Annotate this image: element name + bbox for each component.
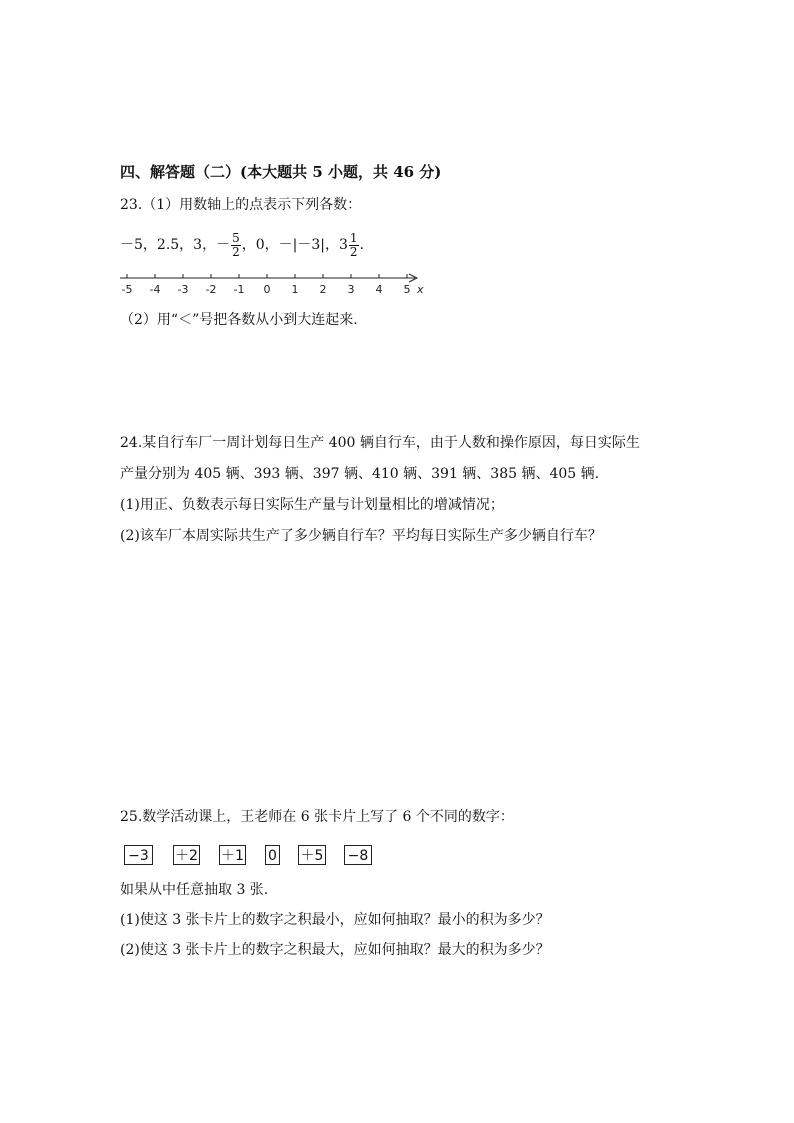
- q25-sub2: (2)使这 3 张卡片上的数字之积最大，应如何抽取？最大的积为多少？: [120, 942, 550, 958]
- q25-stem: 25.数学活动课上，王老师在 6 张卡片上写了 6 个不同的数字：: [120, 809, 514, 825]
- fraction-numerator: 5: [232, 230, 240, 245]
- fraction-denominator: 2: [349, 244, 358, 259]
- q25-line2: 如果从中任意抽取 3 张.: [120, 882, 269, 898]
- number-card: ＋5: [298, 845, 326, 865]
- number-line: [115, 268, 435, 300]
- number-line-tick-label: 4: [375, 283, 383, 296]
- number-line-ticks: [122, 274, 424, 296]
- number-card: ＋1: [219, 845, 246, 865]
- number-line-tick-label: 0: [263, 283, 271, 296]
- q23-part2: （2）用“＜”号把各数从小到大连起来.: [120, 312, 358, 328]
- q23-numbers: [120, 230, 364, 260]
- number-card: −8: [344, 845, 372, 865]
- fraction-numerator: 1: [349, 230, 358, 245]
- q24-sub2: (2)该车厂本周实际共生产了多少辆自行车？平均每日实际生产多少辆自行车？: [120, 528, 602, 544]
- q23-fraction-one-half: [349, 232, 359, 259]
- number-line-tick-label: -4: [149, 283, 161, 296]
- number-line-tick-label: -2: [205, 283, 217, 296]
- q25-sub1: (1)使这 3 张卡片上的数字之积最小，应如何抽取？最小的积为多少？: [120, 912, 550, 928]
- number-line-tick-label: 1: [291, 283, 299, 296]
- q23-fraction-five-halves: [231, 232, 241, 259]
- q23-numbers-part1: －5，2.5，3，－: [120, 237, 231, 253]
- number-line-tick-label: -1: [233, 283, 245, 296]
- number-card: ＋2: [173, 845, 200, 865]
- q23-numbers-part3: .: [359, 237, 364, 253]
- number-line-tick-label: -3: [177, 283, 189, 296]
- number-card: −3: [124, 845, 153, 865]
- q24-line2: 产量分别为 405 辆、393 辆、397 辆、410 辆、391 辆、385 辆、405 辆.: [120, 466, 600, 482]
- section-title: 四、解答题（二）(本大题共 5 小题，共 46 分): [120, 163, 442, 181]
- number-line-variable-label: x: [417, 283, 424, 296]
- number-card: 0: [265, 845, 280, 865]
- q23-numbers-part2: ，0，－|－3|，3: [241, 237, 348, 253]
- number-line-tick-label: 5: [403, 283, 411, 296]
- number-line-tick-label: 2: [319, 283, 327, 296]
- q24-line1: 24.某自行车厂一周计划每日生产 400 辆自行车，由于人数和操作原因，每日实际生: [120, 435, 640, 451]
- number-line-tick-label: 3: [347, 283, 355, 296]
- fraction-denominator: 2: [232, 244, 240, 259]
- q23-stem: 23.（1）用数轴上的点表示下列各数：: [120, 197, 362, 213]
- number-line-tick-label: -5: [121, 283, 133, 296]
- q24-sub1: (1)用正、负数表示每日实际生产量与计划量相比的增减情况；: [120, 497, 504, 513]
